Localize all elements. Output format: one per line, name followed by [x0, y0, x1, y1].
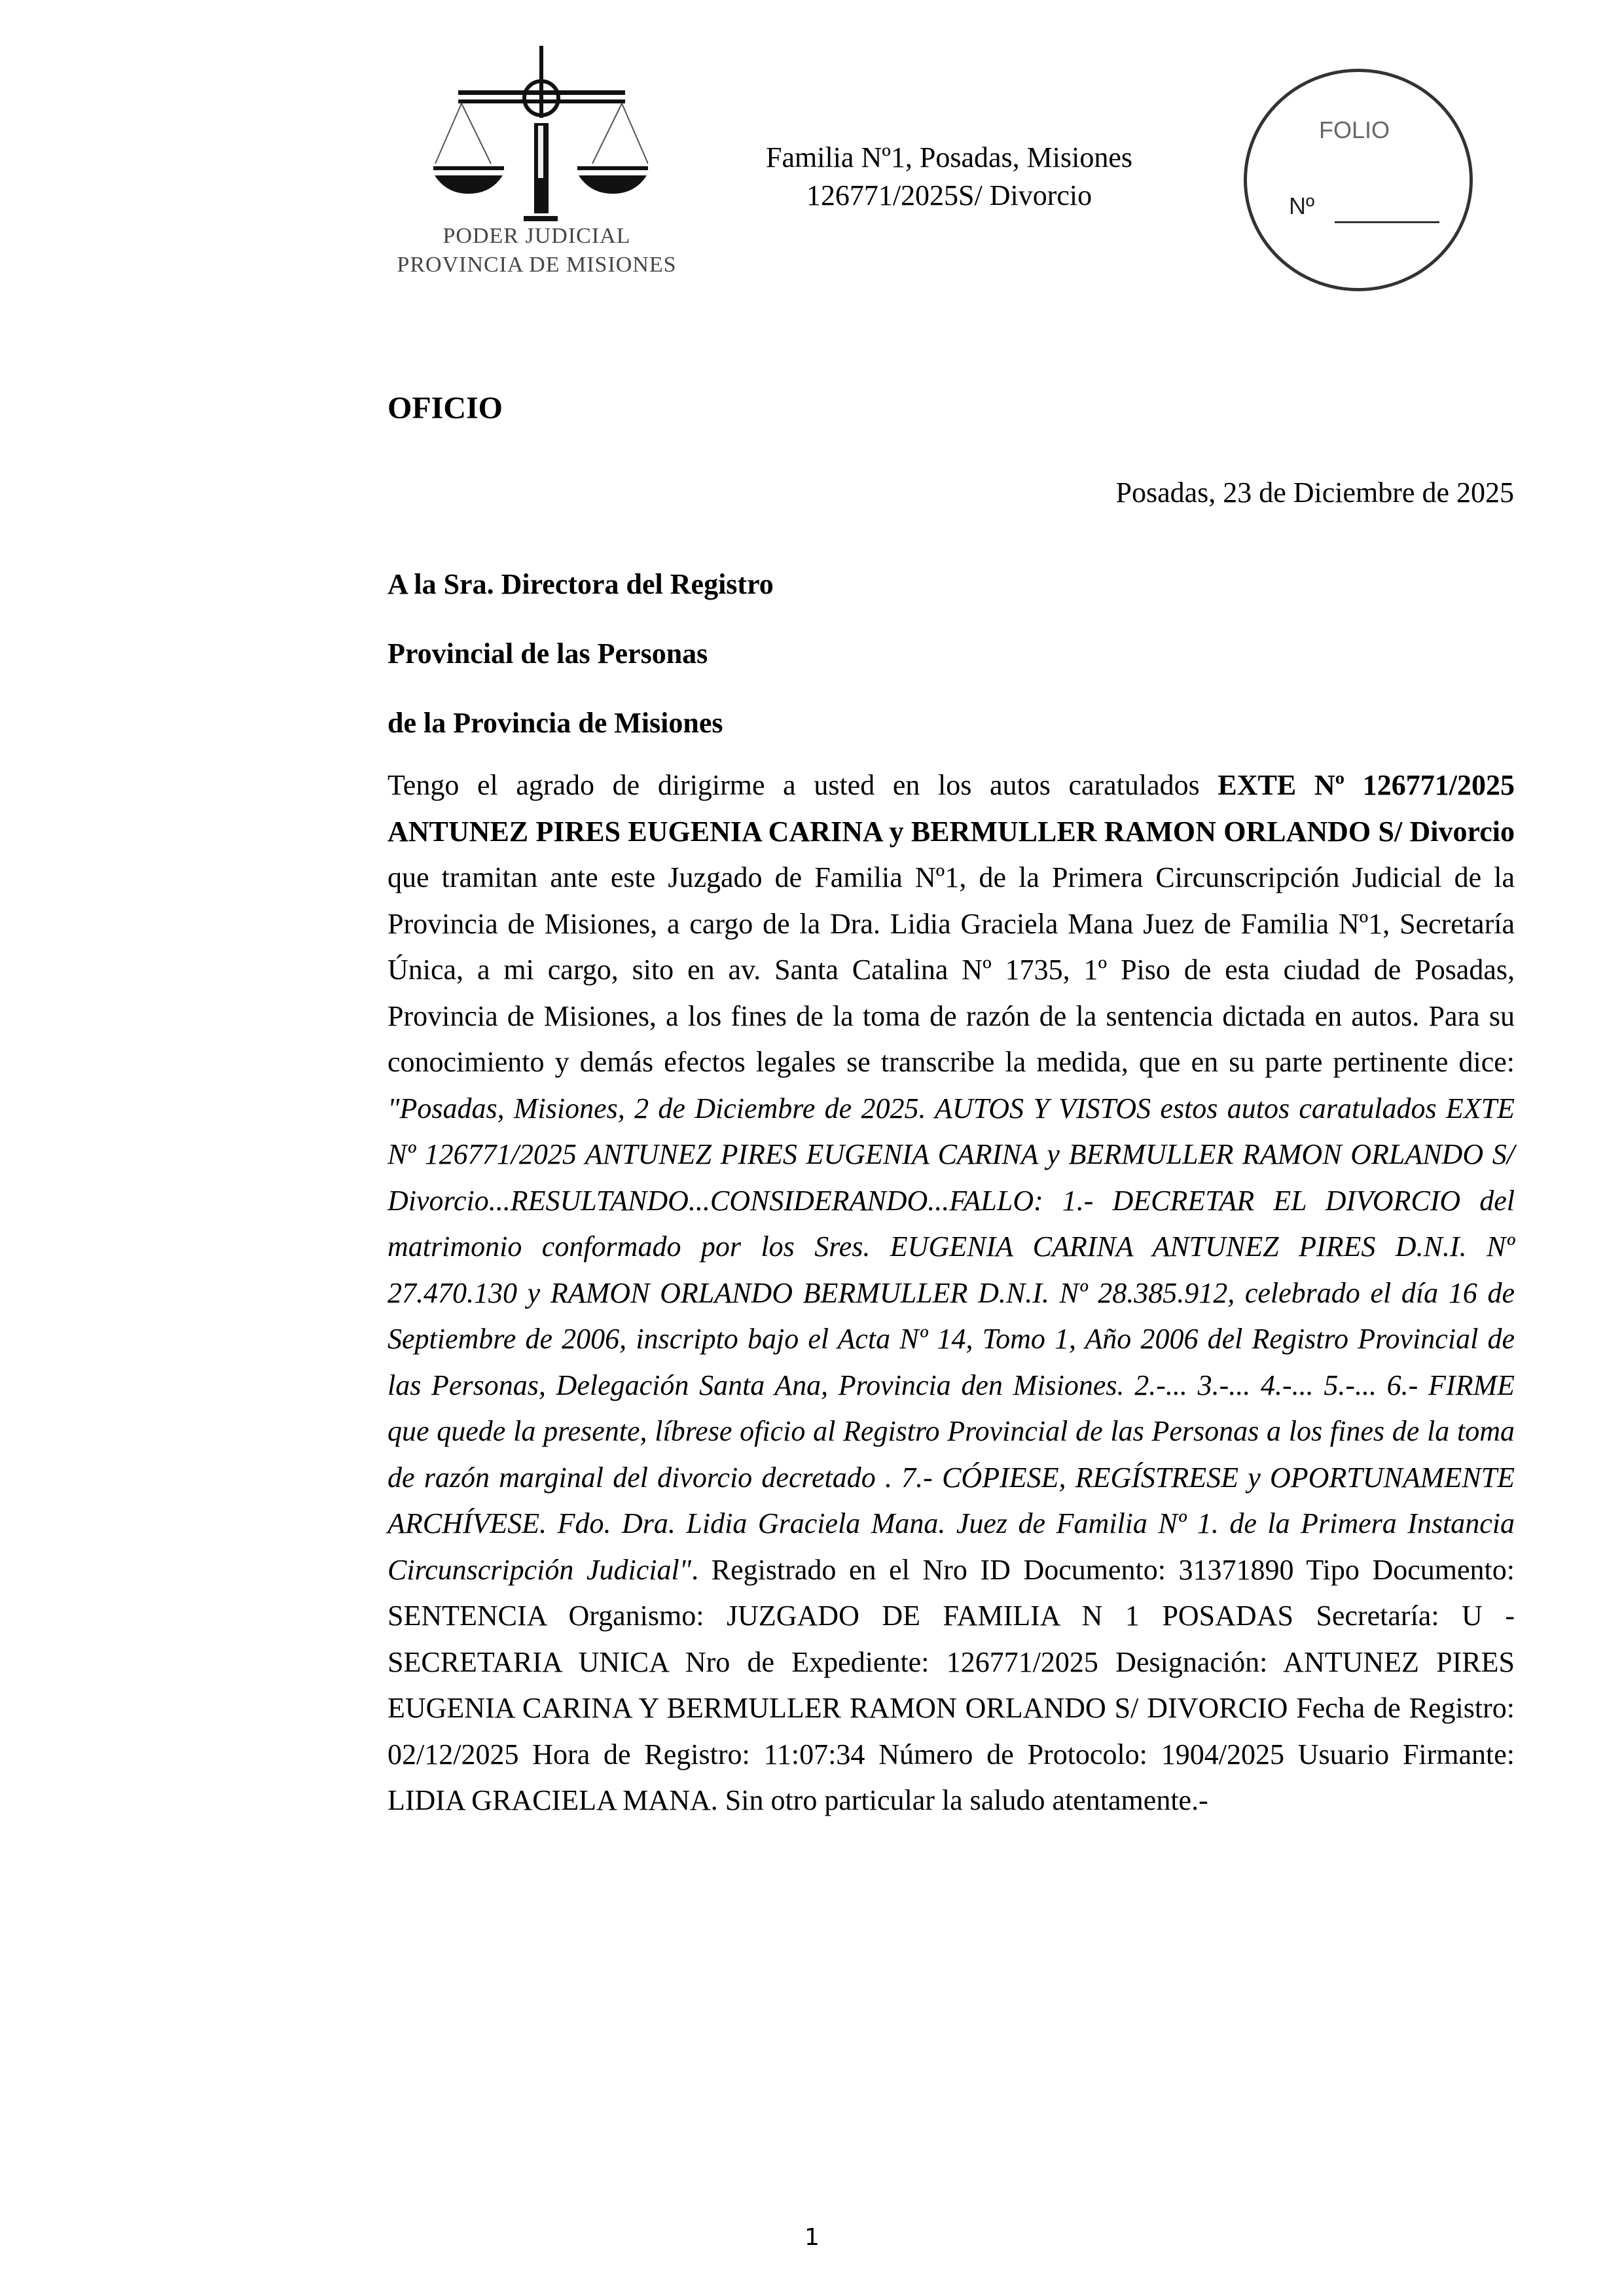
folio-number-label: Nº [1289, 192, 1315, 219]
document-body [388, 762, 1515, 1824]
page-number: 1 [804, 2224, 820, 2251]
court-logo [393, 39, 694, 288]
body-intro: Tengo el agrado de dirigirme a usted en los autos caratulados [388, 769, 1218, 801]
document-date: Posadas, 23 de Diciembre de 2025 [1115, 476, 1514, 509]
addressee-block [388, 550, 774, 758]
case-caption-bold: EXTE Nº 126771/2025 ANTUNEZ PIRES EUGENIA CARINA y BERMULLER RAMON ORLANDO S/ Divorcio [388, 769, 1515, 848]
court-line: Familia Nº1, Posadas, Misiones [766, 141, 1132, 173]
case-line: 126771/2025S/ Divorcio [806, 179, 1092, 211]
logo-line-1: PODER JUDICIAL [442, 224, 631, 248]
sentence-quote: "Posadas, Misiones, 2 de Diciembre de 2025. AUTOS Y VISTOS estos autos caratulados EXTE Nº 126771/2025 ANTUNEZ PIRES EUGENIA CARINA y BERMULLER RAMON ORLANDO S/ Divorcio...RESULTANDO...CONSIDERANDO...FALLO: 1.- DECRETAR EL DIVORCIO del matrimonio conformado por los Sres. EUGENIA CARINA ANTUNEZ PIRES D.N.I. Nº 27.470.130 y RAMON ORLANDO BERMULLER D.N.I. Nº 28.385.912, celebrado el día 16 de Septiembre de 2006, inscripto bajo el Acta Nº 14, Tomo 1, Año 2006 del Registro Provincial de las Personas, Delegación Santa Ana, Provincia den Misiones. 2.-... 3.-... 4.-... 5.-... 6.- FIRME que quede la presente, líbrese oficio al Registro Provincial de las Personas a los fines de la toma de razón marginal del divorcio decretado . 7.- CÓPIESE, REGÍSTRESE y OPORTUNAMENTE ARCHÍVESE. Fdo. Dra. Lidia Graciela Mana. Juez de Familia Nº 1. de la Primera Instancia Circunscripción Judicial" [388, 1092, 1515, 1586]
addressee-line-3: de la Provincia de Misiones [388, 707, 723, 739]
document-title: OFICIO [388, 391, 503, 425]
addressee-line-2: Provincial de las Personas [388, 637, 708, 670]
logo-line-2: PROVINCIA DE MISIONES [397, 253, 677, 277]
folio-label: FOLIO [1319, 117, 1390, 143]
scales-of-justice-icon [425, 39, 648, 223]
folio-number-blank-line [1335, 221, 1439, 223]
registry-details: . Registrado en el Nro ID Documento: 31371890 Tipo Documento: SENTENCIA Organismo: JUZGADO DE FAMILIA N 1 POSADAS Secretaría: U - SECRETARIA UNICA Nro de Expediente: 126771/2025 Designación: ANTUNEZ PIRES EUGENIA CARINA Y BERMULLER RAMON ORLANDO S/ DIVORCIO Fecha de Registro: 02/12/2025 Hora de Registro: 11:07:34 Número de Protocolo: 1904/2025 Usuario Firmante: LIDIA GRACIELA MANA. Sin otro particular la saludo atentamente.- [388, 1553, 1515, 1816]
body-main: que tramitan ante este Juzgado de Familia Nº1, de la Primera Circunscripción Judicial de la Provincia de Misiones, a cargo de la Dra. Lidia Graciela Mana Juez de Familia Nº1, Secretaría Única, a mi cargo, sito en av. Santa Catalina Nº 1735, 1º Piso de esta ciudad de Posadas, Provincia de Misiones, a los fines de la toma de razón de la sentencia dictada en autos. Para su conocimiento y demás efectos legales se transcribe la medida, que en su parte pertinente dice: [388, 861, 1515, 1078]
addressee-line-1: A la Sra. Directora del Registro [388, 568, 774, 600]
header-case-info [720, 139, 1178, 215]
folio-stamp [1244, 69, 1473, 291]
